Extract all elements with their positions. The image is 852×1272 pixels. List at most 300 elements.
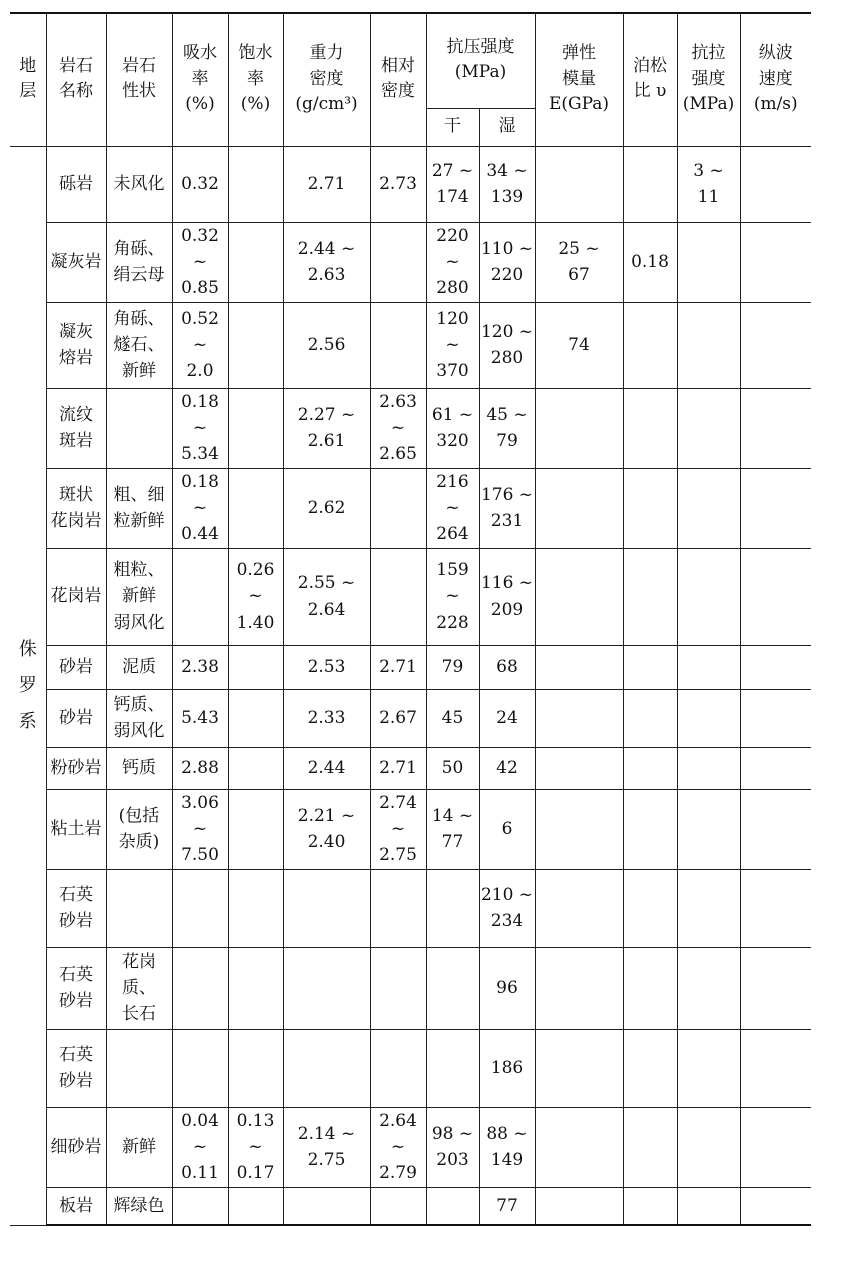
header-compressive-wet: 湿: [479, 108, 535, 146]
table-body: [10, 146, 811, 1225]
rock-name-cell: [46, 789, 106, 869]
gravity-density-cell: [283, 388, 370, 468]
p-wave-velocity-cell: [740, 468, 811, 548]
table-row: [10, 789, 811, 869]
compressive-wet-cell-text: 42: [496, 757, 518, 778]
saturated-absorption-cell: [228, 947, 283, 1029]
tensile-strength-cell: [677, 1187, 740, 1225]
tensile-strength-cell: [677, 388, 740, 468]
water-absorption-cell: [172, 146, 228, 222]
table-row: [10, 947, 811, 1029]
compressive-dry-cell-text: 14 ~ 77: [431, 805, 474, 853]
compressive-wet-cell-text: 176 ~ 231: [480, 484, 534, 532]
relative-density-cell-text: 2.63 ~ 2.65: [379, 391, 417, 465]
gravity-density-cell: [283, 789, 370, 869]
p-wave-velocity-cell: [740, 645, 811, 689]
compressive-dry-cell: [426, 689, 479, 747]
gravity-density-cell: [283, 947, 370, 1029]
compressive-dry-cell-text: 50: [441, 757, 464, 778]
rock-property-cell: [106, 302, 172, 388]
compressive-wet-cell-text: 116 ~ 209: [480, 573, 534, 620]
rock-property-cell: [106, 222, 172, 302]
tensile-strength-cell: [677, 689, 740, 747]
water-absorption-cell: [172, 1107, 228, 1187]
gravity-density-cell: [283, 1187, 370, 1225]
compressive-dry-cell: [426, 302, 479, 388]
saturated-absorption-cell: [228, 468, 283, 548]
compressive-wet-cell: [479, 1107, 535, 1187]
poisson-ratio-cell: [623, 689, 677, 747]
relative-density-cell: [370, 222, 426, 302]
relative-density-cell-text: 2.71: [379, 656, 417, 677]
rock-name-cell: [46, 1187, 106, 1225]
compressive-wet-cell: [479, 146, 535, 222]
gravity-density-cell: [283, 222, 370, 302]
tensile-strength-cell: [677, 1107, 740, 1187]
water-absorption-cell: [172, 689, 228, 747]
saturated-absorption-cell: [228, 1107, 283, 1187]
rock-name-cell: [46, 388, 106, 468]
p-wave-velocity-cell: [740, 388, 811, 468]
rock-name-cell-text: 板岩: [59, 1195, 93, 1216]
saturated-absorption-cell: [228, 548, 283, 645]
saturated-absorption-cell: [228, 645, 283, 689]
compressive-dry-cell: [426, 468, 479, 548]
compressive-dry-cell: [426, 789, 479, 869]
compressive-dry-cell: [426, 146, 479, 222]
header-stratum: 地 层: [10, 13, 46, 146]
compressive-wet-cell: [479, 869, 535, 947]
compressive-wet-cell: [479, 1029, 535, 1107]
header-tensile-strength: 抗拉 强度 (MPa): [677, 13, 740, 146]
rock-property-cell-text: 泥质: [122, 656, 156, 677]
poisson-ratio-cell-text: 0.18: [631, 251, 669, 272]
poisson-ratio-cell: [623, 747, 677, 789]
tensile-strength-cell-text: 3 ~ 11: [693, 160, 724, 207]
poisson-ratio-cell: [623, 947, 677, 1029]
relative-density-cell: [370, 1187, 426, 1225]
compressive-wet-cell-text: 96: [496, 977, 518, 998]
tensile-strength-cell: [677, 789, 740, 869]
p-wave-velocity-cell: [740, 789, 811, 869]
compressive-dry-cell: [426, 747, 479, 789]
saturated-absorption-cell-text: 0.13 ~ 0.17: [236, 1110, 275, 1184]
tensile-strength-cell: [677, 146, 740, 222]
compressive-wet-cell-text: 88 ~ 149: [486, 1123, 528, 1171]
stratum-label: 侏 罗 系: [18, 638, 37, 732]
compressive-dry-cell: [426, 1029, 479, 1107]
p-wave-velocity-cell: [740, 747, 811, 789]
water-absorption-cell: [172, 1029, 228, 1107]
rock-name-cell: [46, 869, 106, 947]
table-row: [10, 548, 811, 645]
p-wave-velocity-cell: [740, 302, 811, 388]
poisson-ratio-cell: [623, 869, 677, 947]
compressive-dry-cell: [426, 1107, 479, 1187]
gravity-density-cell-text: 2.21 ~ 2.40: [297, 805, 356, 853]
water-absorption-cell-text: 2.38: [181, 656, 219, 677]
water-absorption-cell: [172, 222, 228, 302]
relative-density-cell-text: 2.74 ~ 2.75: [379, 792, 417, 866]
header-elastic-modulus: 弹性 模量 E(GPa): [535, 13, 623, 146]
rock-property-cell: [106, 468, 172, 548]
poisson-ratio-cell: [623, 146, 677, 222]
poisson-ratio-cell: [623, 302, 677, 388]
p-wave-velocity-cell: [740, 689, 811, 747]
elastic-modulus-cell: [535, 1107, 623, 1187]
compressive-dry-cell-text: 120 ~ 370: [436, 308, 469, 382]
header-p-wave-velocity: 纵波 速度 (m/s): [740, 13, 811, 146]
relative-density-cell: [370, 645, 426, 689]
rock-name-cell-text: 流纹 斑岩: [59, 404, 93, 452]
tensile-strength-cell: [677, 468, 740, 548]
rock-name-cell-text: 凝灰 熔岩: [59, 321, 93, 369]
relative-density-cell: [370, 747, 426, 789]
compressive-wet-cell-text: 77: [496, 1195, 518, 1216]
rock-property-cell-text: 花岗 质、 长石: [122, 951, 156, 1025]
compressive-wet-cell: [479, 302, 535, 388]
rock-property-cell-text: 粗粒、 新鲜 弱风化: [113, 560, 165, 633]
rock-property-cell-text: 钙质: [122, 757, 156, 778]
gravity-density-cell-text: 2.44 ~ 2.63: [297, 238, 356, 286]
rock-property-cell: [106, 1187, 172, 1225]
compressive-dry-cell-text: 61 ~ 320: [431, 404, 474, 452]
tensile-strength-cell: [677, 548, 740, 645]
rock-properties-table: [10, 13, 811, 1226]
compressive-dry-cell: [426, 548, 479, 645]
rock-property-cell-text: (包括 杂质): [118, 805, 160, 853]
relative-density-cell: [370, 1107, 426, 1187]
water-absorption-cell-text: 0.18 ~ 5.34: [181, 391, 219, 465]
p-wave-velocity-cell: [740, 548, 811, 645]
relative-density-cell-text: 2.67: [379, 707, 417, 728]
poisson-ratio-cell: [623, 468, 677, 548]
saturated-absorption-cell-text: 0.26 ~ 1.40: [236, 560, 275, 633]
table-row: [10, 1187, 811, 1225]
compressive-wet-cell-text: 210 ~ 234: [480, 884, 534, 932]
relative-density-cell: [370, 388, 426, 468]
elastic-modulus-cell: [535, 789, 623, 869]
water-absorption-cell: [172, 1187, 228, 1225]
compressive-dry-cell-text: 220 ~ 280: [436, 225, 469, 299]
compressive-wet-cell-text: 120 ~ 280: [480, 321, 534, 369]
elastic-modulus-cell: [535, 222, 623, 302]
compressive-dry-cell-text: 159 ~ 228: [436, 560, 469, 633]
saturated-absorption-cell: [228, 747, 283, 789]
relative-density-cell: [370, 302, 426, 388]
poisson-ratio-cell: [623, 1029, 677, 1107]
rock-property-cell: [106, 689, 172, 747]
rock-name-cell-text: 粘土岩: [50, 818, 102, 839]
saturated-absorption-cell: [228, 1187, 283, 1225]
elastic-modulus-cell: [535, 947, 623, 1029]
elastic-modulus-cell-text: 74: [568, 334, 590, 355]
compressive-dry-cell-text: 216 ~ 264: [436, 471, 469, 545]
rock-property-cell-text: 角砾、 绢云母: [113, 238, 165, 286]
relative-density-cell: [370, 689, 426, 747]
compressive-wet-cell-text: 110 ~ 220: [480, 238, 534, 286]
elastic-modulus-cell: [535, 468, 623, 548]
rock-property-cell: [106, 1029, 172, 1107]
saturated-absorption-cell: [228, 1029, 283, 1107]
water-absorption-cell: [172, 789, 228, 869]
rock-name-cell: [46, 222, 106, 302]
relative-density-cell: [370, 869, 426, 947]
gravity-density-cell-text: 2.14 ~ 2.75: [297, 1123, 356, 1171]
p-wave-velocity-cell: [740, 1029, 811, 1107]
gravity-density-cell: [283, 645, 370, 689]
water-absorption-cell: [172, 645, 228, 689]
table-row: [10, 388, 811, 468]
table-row: [10, 222, 811, 302]
elastic-modulus-cell: [535, 1029, 623, 1107]
table-row: [10, 302, 811, 388]
compressive-wet-cell: [479, 789, 535, 869]
elastic-modulus-cell-text: 25 ~ 67: [558, 238, 600, 286]
compressive-wet-cell: [479, 548, 535, 645]
rock-name-cell: [46, 689, 106, 747]
rock-name-cell: [46, 468, 106, 548]
rock-name-cell-text: 细砂岩: [50, 1136, 102, 1157]
compressive-dry-cell-text: 45: [441, 707, 464, 728]
water-absorption-cell-text: 5.43: [181, 707, 219, 728]
rock-property-cell: [106, 1107, 172, 1187]
compressive-wet-cell: [479, 645, 535, 689]
compressive-wet-cell-text: 45 ~ 79: [486, 404, 528, 452]
rock-property-cell: [106, 947, 172, 1029]
rock-property-cell: [106, 789, 172, 869]
poisson-ratio-cell: [623, 789, 677, 869]
header-saturated-absorption: 饱水 率 (%): [228, 13, 283, 146]
gravity-density-cell-text: 2.62: [307, 497, 346, 518]
compressive-wet-cell: [479, 1187, 535, 1225]
water-absorption-cell: [172, 548, 228, 645]
rock-name-cell: [46, 1107, 106, 1187]
p-wave-velocity-cell: [740, 1107, 811, 1187]
gravity-density-cell: [283, 689, 370, 747]
rock-name-cell-text: 砂岩: [59, 656, 93, 677]
saturated-absorption-cell: [228, 869, 283, 947]
tensile-strength-cell: [677, 1029, 740, 1107]
compressive-wet-cell: [479, 388, 535, 468]
rock-property-cell: [106, 645, 172, 689]
gravity-density-cell-text: 2.33: [307, 707, 346, 728]
p-wave-velocity-cell: [740, 869, 811, 947]
p-wave-velocity-cell: [740, 947, 811, 1029]
tensile-strength-cell: [677, 222, 740, 302]
poisson-ratio-cell: [623, 1187, 677, 1225]
relative-density-cell: [370, 146, 426, 222]
rock-name-cell-text: 粉砂岩: [50, 757, 102, 778]
water-absorption-cell-text: 0.04 ~ 0.11: [181, 1110, 219, 1184]
compressive-wet-cell-text: 24: [496, 707, 518, 728]
compressive-wet-cell: [479, 747, 535, 789]
gravity-density-cell: [283, 146, 370, 222]
rock-property-cell: [106, 548, 172, 645]
gravity-density-cell: [283, 548, 370, 645]
relative-density-cell: [370, 947, 426, 1029]
table-row: [10, 869, 811, 947]
compressive-wet-cell-text: 68: [496, 656, 518, 677]
relative-density-cell-text: 2.64 ~ 2.79: [379, 1110, 417, 1184]
rock-name-cell-text: 石英 砂岩: [59, 964, 93, 1012]
compressive-dry-cell-text: 98 ~ 203: [431, 1123, 474, 1171]
elastic-modulus-cell: [535, 689, 623, 747]
header-poisson-ratio: 泊松 比 υ: [623, 13, 677, 146]
gravity-density-cell-text: 2.53: [307, 656, 346, 677]
relative-density-cell: [370, 468, 426, 548]
header-compressive-strength: 抗压强度 (MPa): [426, 13, 535, 108]
elastic-modulus-cell: [535, 548, 623, 645]
rock-property-cell-text: 辉绿色: [113, 1195, 165, 1216]
rock-name-cell-text: 斑状 花岗岩: [50, 484, 102, 532]
compressive-dry-cell: [426, 869, 479, 947]
table-row: [10, 1107, 811, 1187]
relative-density-cell: [370, 548, 426, 645]
header-rock-property: 岩石 性状: [106, 13, 172, 146]
p-wave-velocity-cell: [740, 1187, 811, 1225]
water-absorption-cell: [172, 747, 228, 789]
rock-property-cell: [106, 747, 172, 789]
water-absorption-cell-text: 2.88: [181, 757, 219, 778]
compressive-wet-cell: [479, 689, 535, 747]
rock-property-cell-text: 钙质、 弱风化: [113, 694, 165, 742]
compressive-dry-cell: [426, 645, 479, 689]
table-row: [10, 747, 811, 789]
compressive-dry-cell: [426, 1187, 479, 1225]
compressive-dry-cell: [426, 388, 479, 468]
rock-property-cell: [106, 146, 172, 222]
poisson-ratio-cell: [623, 222, 677, 302]
water-absorption-cell: [172, 468, 228, 548]
water-absorption-cell: [172, 947, 228, 1029]
compressive-dry-cell: [426, 222, 479, 302]
rock-name-cell-text: 砂岩: [59, 707, 93, 728]
rock-name-cell: [46, 302, 106, 388]
compressive-wet-cell-text: 6: [501, 818, 513, 839]
tensile-strength-cell: [677, 747, 740, 789]
gravity-density-cell: [283, 1107, 370, 1187]
gravity-density-cell-text: 2.44: [307, 757, 346, 778]
elastic-modulus-cell: [535, 747, 623, 789]
saturated-absorption-cell: [228, 789, 283, 869]
water-absorption-cell: [172, 302, 228, 388]
compressive-dry-cell-text: 79: [441, 656, 464, 677]
gravity-density-cell-text: 2.27 ~ 2.61: [297, 404, 356, 452]
table-row: [10, 468, 811, 548]
tensile-strength-cell: [677, 947, 740, 1029]
rock-property-cell-text: 粗、细 粒新鲜: [113, 484, 165, 532]
rock-property-cell: [106, 388, 172, 468]
rock-name-cell-text: 石英 砂岩: [59, 884, 93, 932]
saturated-absorption-cell: [228, 388, 283, 468]
elastic-modulus-cell: [535, 1187, 623, 1225]
poisson-ratio-cell: [623, 645, 677, 689]
rock-property-cell-text: 未风化: [113, 173, 165, 194]
gravity-density-cell: [283, 1029, 370, 1107]
compressive-dry-cell: [426, 947, 479, 1029]
saturated-absorption-cell: [228, 222, 283, 302]
relative-density-cell: [370, 1029, 426, 1107]
water-absorption-cell-text: 0.18 ~ 0.44: [181, 471, 219, 545]
rock-name-cell: [46, 947, 106, 1029]
water-absorption-cell: [172, 388, 228, 468]
rock-property-cell-text: 新鲜: [122, 1136, 156, 1157]
water-absorption-cell-text: 0.32: [181, 173, 219, 194]
header-gravity-density: 重力 密度 (g/cm³): [283, 13, 370, 146]
water-absorption-cell-text: 3.06 ~ 7.50: [181, 792, 219, 866]
rock-name-cell: [46, 548, 106, 645]
rock-name-cell: [46, 1029, 106, 1107]
table-row: [10, 689, 811, 747]
rock-name-cell-text: 花岗岩: [50, 586, 102, 607]
gravity-density-cell-text: 2.56: [307, 334, 346, 355]
compressive-wet-cell-text: 186: [490, 1057, 524, 1078]
p-wave-velocity-cell: [740, 146, 811, 222]
compressive-dry-cell-text: 27 ~ 174: [431, 160, 474, 207]
rock-name-cell-text: 石英 砂岩: [59, 1044, 93, 1092]
header-compressive-dry: 干: [426, 108, 479, 146]
relative-density-cell: [370, 789, 426, 869]
water-absorption-cell-text: 0.32 ~ 0.85: [181, 225, 219, 299]
saturated-absorption-cell: [228, 146, 283, 222]
poisson-ratio-cell: [623, 548, 677, 645]
tensile-strength-cell: [677, 302, 740, 388]
rock-name-cell-text: 凝灰岩: [50, 251, 102, 272]
gravity-density-cell: [283, 747, 370, 789]
gravity-density-cell: [283, 302, 370, 388]
gravity-density-cell: [283, 869, 370, 947]
header-water-absorption: 吸水 率 (%): [172, 13, 228, 146]
gravity-density-cell: [283, 468, 370, 548]
stratum-cell: [10, 146, 46, 1225]
compressive-wet-cell: [479, 222, 535, 302]
p-wave-velocity-cell: [740, 222, 811, 302]
elastic-modulus-cell: [535, 645, 623, 689]
poisson-ratio-cell: [623, 1107, 677, 1187]
gravity-density-cell-text: 2.55 ~ 2.64: [297, 573, 356, 620]
water-absorption-cell: [172, 869, 228, 947]
relative-density-cell-text: 2.71: [379, 757, 417, 778]
elastic-modulus-cell: [535, 869, 623, 947]
compressive-wet-cell: [479, 468, 535, 548]
water-absorption-cell-text: 0.52 ~ 2.0: [181, 308, 219, 382]
tensile-strength-cell: [677, 645, 740, 689]
table-row: [10, 146, 811, 222]
elastic-modulus-cell: [535, 302, 623, 388]
elastic-modulus-cell: [535, 146, 623, 222]
tensile-strength-cell: [677, 869, 740, 947]
rock-name-cell-text: 砾岩: [59, 173, 93, 194]
elastic-modulus-cell: [535, 388, 623, 468]
relative-density-cell-text: 2.73: [379, 173, 417, 194]
rock-property-cell-text: 角砾、 燧石、 新鲜: [113, 308, 165, 382]
rock-name-cell: [46, 146, 106, 222]
rock-name-cell: [46, 645, 106, 689]
gravity-density-cell-text: 2.71: [307, 173, 346, 194]
rock-property-cell: [106, 869, 172, 947]
poisson-ratio-cell: [623, 388, 677, 468]
compressive-wet-cell: [479, 947, 535, 1029]
table-row: [10, 645, 811, 689]
compressive-wet-cell-text: 34 ~ 139: [486, 160, 528, 207]
table-row: [10, 1029, 811, 1107]
saturated-absorption-cell: [228, 302, 283, 388]
header-rock-name: 岩石 名称: [46, 13, 106, 146]
saturated-absorption-cell: [228, 689, 283, 747]
header-relative-density: 相对 密度: [370, 13, 426, 146]
rock-name-cell: [46, 747, 106, 789]
